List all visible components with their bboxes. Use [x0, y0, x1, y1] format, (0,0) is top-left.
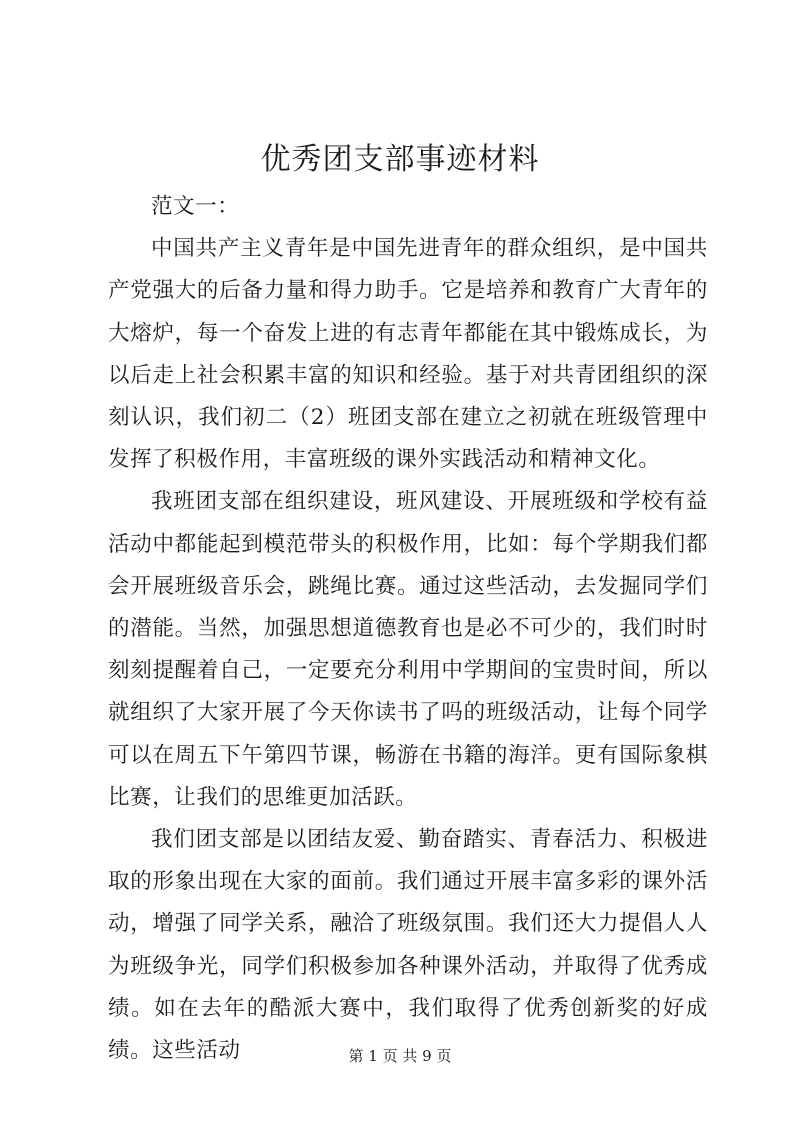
- paragraph-3: 我们团支部是以团结友爱、勤奋踏实、青春活力、积极进取的形象出现在大家的面前。我们通过开展丰富多彩的课外活动，增强了同学关系，融洽了班级氛围。我们还大力提倡人人为班级争光，同学们积极参加各种课外活动，并取得了优秀成绩。如在去年的酷派大赛中，我们取得了优秀创新奖的好成绩。这些活动: [108, 827, 708, 1064]
- document-body: [108, 186, 708, 1072]
- paragraph-1: 中国共产主义青年是中国先进青年的群众组织，是中国共产党强大的后备力量和得力助手。它是培养和教育广大青年的大熔炉，每一个奋发上进的有志青年都能在其中锻炼成长，为以后走上社会积累丰富的知识和经验。基于对共青团组织的深刻认识，我们初二（2）班团支部在建立之初就在班级管理中发挥了积极作用，丰富班级的课外实践活动和精神文化。: [108, 236, 708, 473]
- page-title: 优秀团支部事迹材料: [260, 142, 540, 177]
- paragraph-2: 我班团支部在组织建设，班风建设、开展班级和学校有益活动中都能起到模范带头的积极作用，比如：每个学期我们都会开展班级音乐会，跳绳比赛。通过这些活动，去发掘同学们的潜能。当然，加强思想道德教育也是必不可少的，我们时时刻刻提醒着自己，一定要充分利用中学期间的宝贵时间，所以就组织了大家开展了今天你读书了吗的班级活动，让每个同学可以在周五下午第四节课，畅游在书籍的海洋。更有国际象棋比赛，让我们的思维更加活跃。: [108, 489, 708, 810]
- page-footer: 第 1 页 共 9 页: [348, 1047, 452, 1065]
- paragraph-intro: 范文一：: [151, 194, 240, 219]
